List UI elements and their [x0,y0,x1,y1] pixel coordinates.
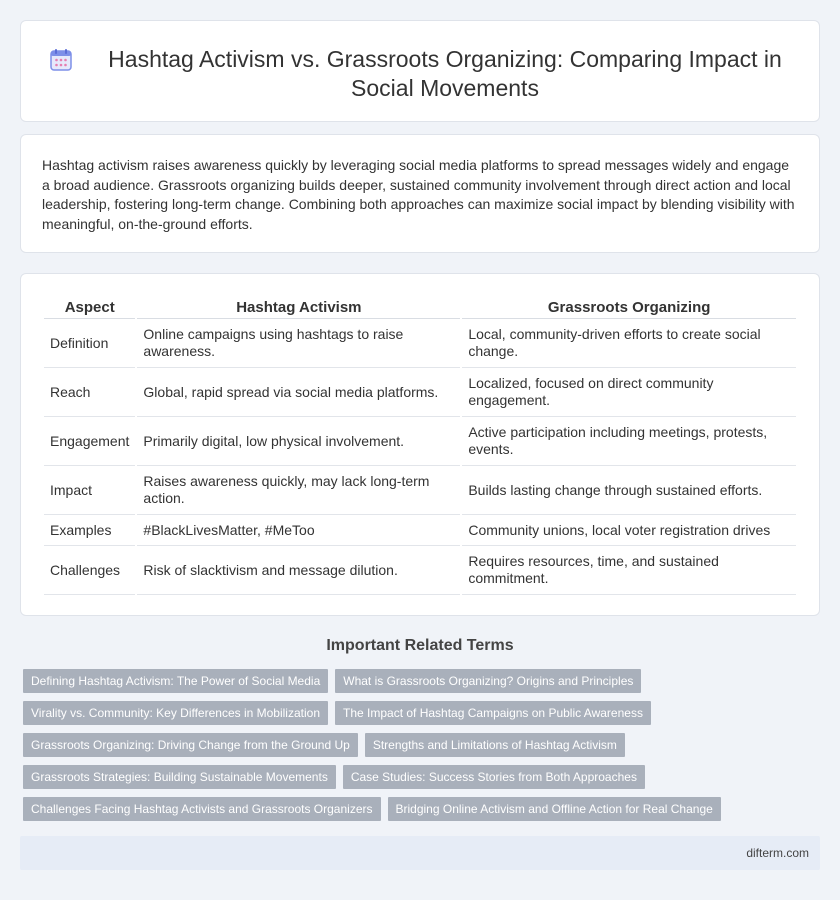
grassroots-cell: Active participation including meetings, protests, events. [462,417,796,466]
hashtag-cell: Primarily digital, low physical involvement. [137,417,460,466]
related-term-tag[interactable]: Virality vs. Community: Key Differences in Mobilization [23,701,328,725]
hashtag-cell: Online campaigns using hashtags to raise awareness. [137,319,460,368]
page-title: Hashtag Activism vs. Grassroots Organizing: Comparing Impact in Social Movements [108,46,782,101]
table-row [44,368,796,417]
aspect-cell: Engagement [44,417,135,466]
related-term-tag[interactable]: The Impact of Hashtag Campaigns on Public Awareness [335,701,651,725]
related-terms-heading: Important Related Terms [326,637,514,654]
column-header-hashtag-activism: Hashtag Activism [137,296,460,319]
aspect-cell: Examples [44,515,135,546]
summary-card [20,134,820,253]
related-term-tag[interactable]: Strengths and Limitations of Hashtag Activism [365,733,625,757]
hashtag-cell: Risk of slacktivism and message dilution. [137,546,460,595]
aspect-cell: Challenges [44,546,135,595]
grassroots-cell: Requires resources, time, and sustained commitment. [462,546,796,595]
comparison-table-card [20,273,820,616]
related-term-tag[interactable]: Grassroots Strategies: Building Sustainable Movements [23,765,336,789]
related-terms-list [23,669,783,829]
grassroots-cell: Community unions, local voter registration drives [462,515,796,546]
grassroots-cell: Builds lasting change through sustained efforts. [462,466,796,515]
aspect-cell: Reach [44,368,135,417]
summary-text: Hashtag activism raises awareness quickly by leveraging social media platforms to spread messages widely and engage a broad audience. Grassroots organizing builds deeper, sustained community involvement through direct action and local leadership, fostering long-term change. Combining both approaches can maximize social impact by blending visibility with meaningful, on-the-ground efforts. [42,157,795,232]
title-card [20,20,820,122]
grassroots-cell: Local, community-driven efforts to create social change. [462,319,796,368]
column-header-aspect: Aspect [44,296,135,319]
grassroots-cell: Localized, focused on direct community engagement. [462,368,796,417]
hashtag-cell: #BlackLivesMatter, #MeToo [137,515,460,546]
hashtag-cell: Global, rapid spread via social media platforms. [137,368,460,417]
footer [20,836,820,870]
table-row [44,546,796,595]
table-row [44,466,796,515]
footer-site-link[interactable]: difterm.com [746,846,809,860]
column-header-grassroots-organizing: Grassroots Organizing [462,296,796,319]
related-term-tag[interactable]: What is Grassroots Organizing? Origins and Principles [335,669,641,693]
aspect-cell: Impact [44,466,135,515]
table-row [44,417,796,466]
related-term-tag[interactable]: Grassroots Organizing: Driving Change from the Ground Up [23,733,358,757]
table-row [44,515,796,546]
related-term-tag[interactable]: Challenges Facing Hashtag Activists and Grassroots Organizers [23,797,381,821]
related-term-tag[interactable]: Case Studies: Success Stories from Both Approaches [343,765,645,789]
comparison-table [42,296,798,595]
aspect-cell: Definition [44,319,135,368]
table-header-row [44,296,796,319]
hashtag-cell: Raises awareness quickly, may lack long-term action. [137,466,460,515]
related-term-tag[interactable]: Defining Hashtag Activism: The Power of Social Media [23,669,328,693]
table-row [44,319,796,368]
related-term-tag[interactable]: Bridging Online Activism and Offline Action for Real Change [388,797,721,821]
